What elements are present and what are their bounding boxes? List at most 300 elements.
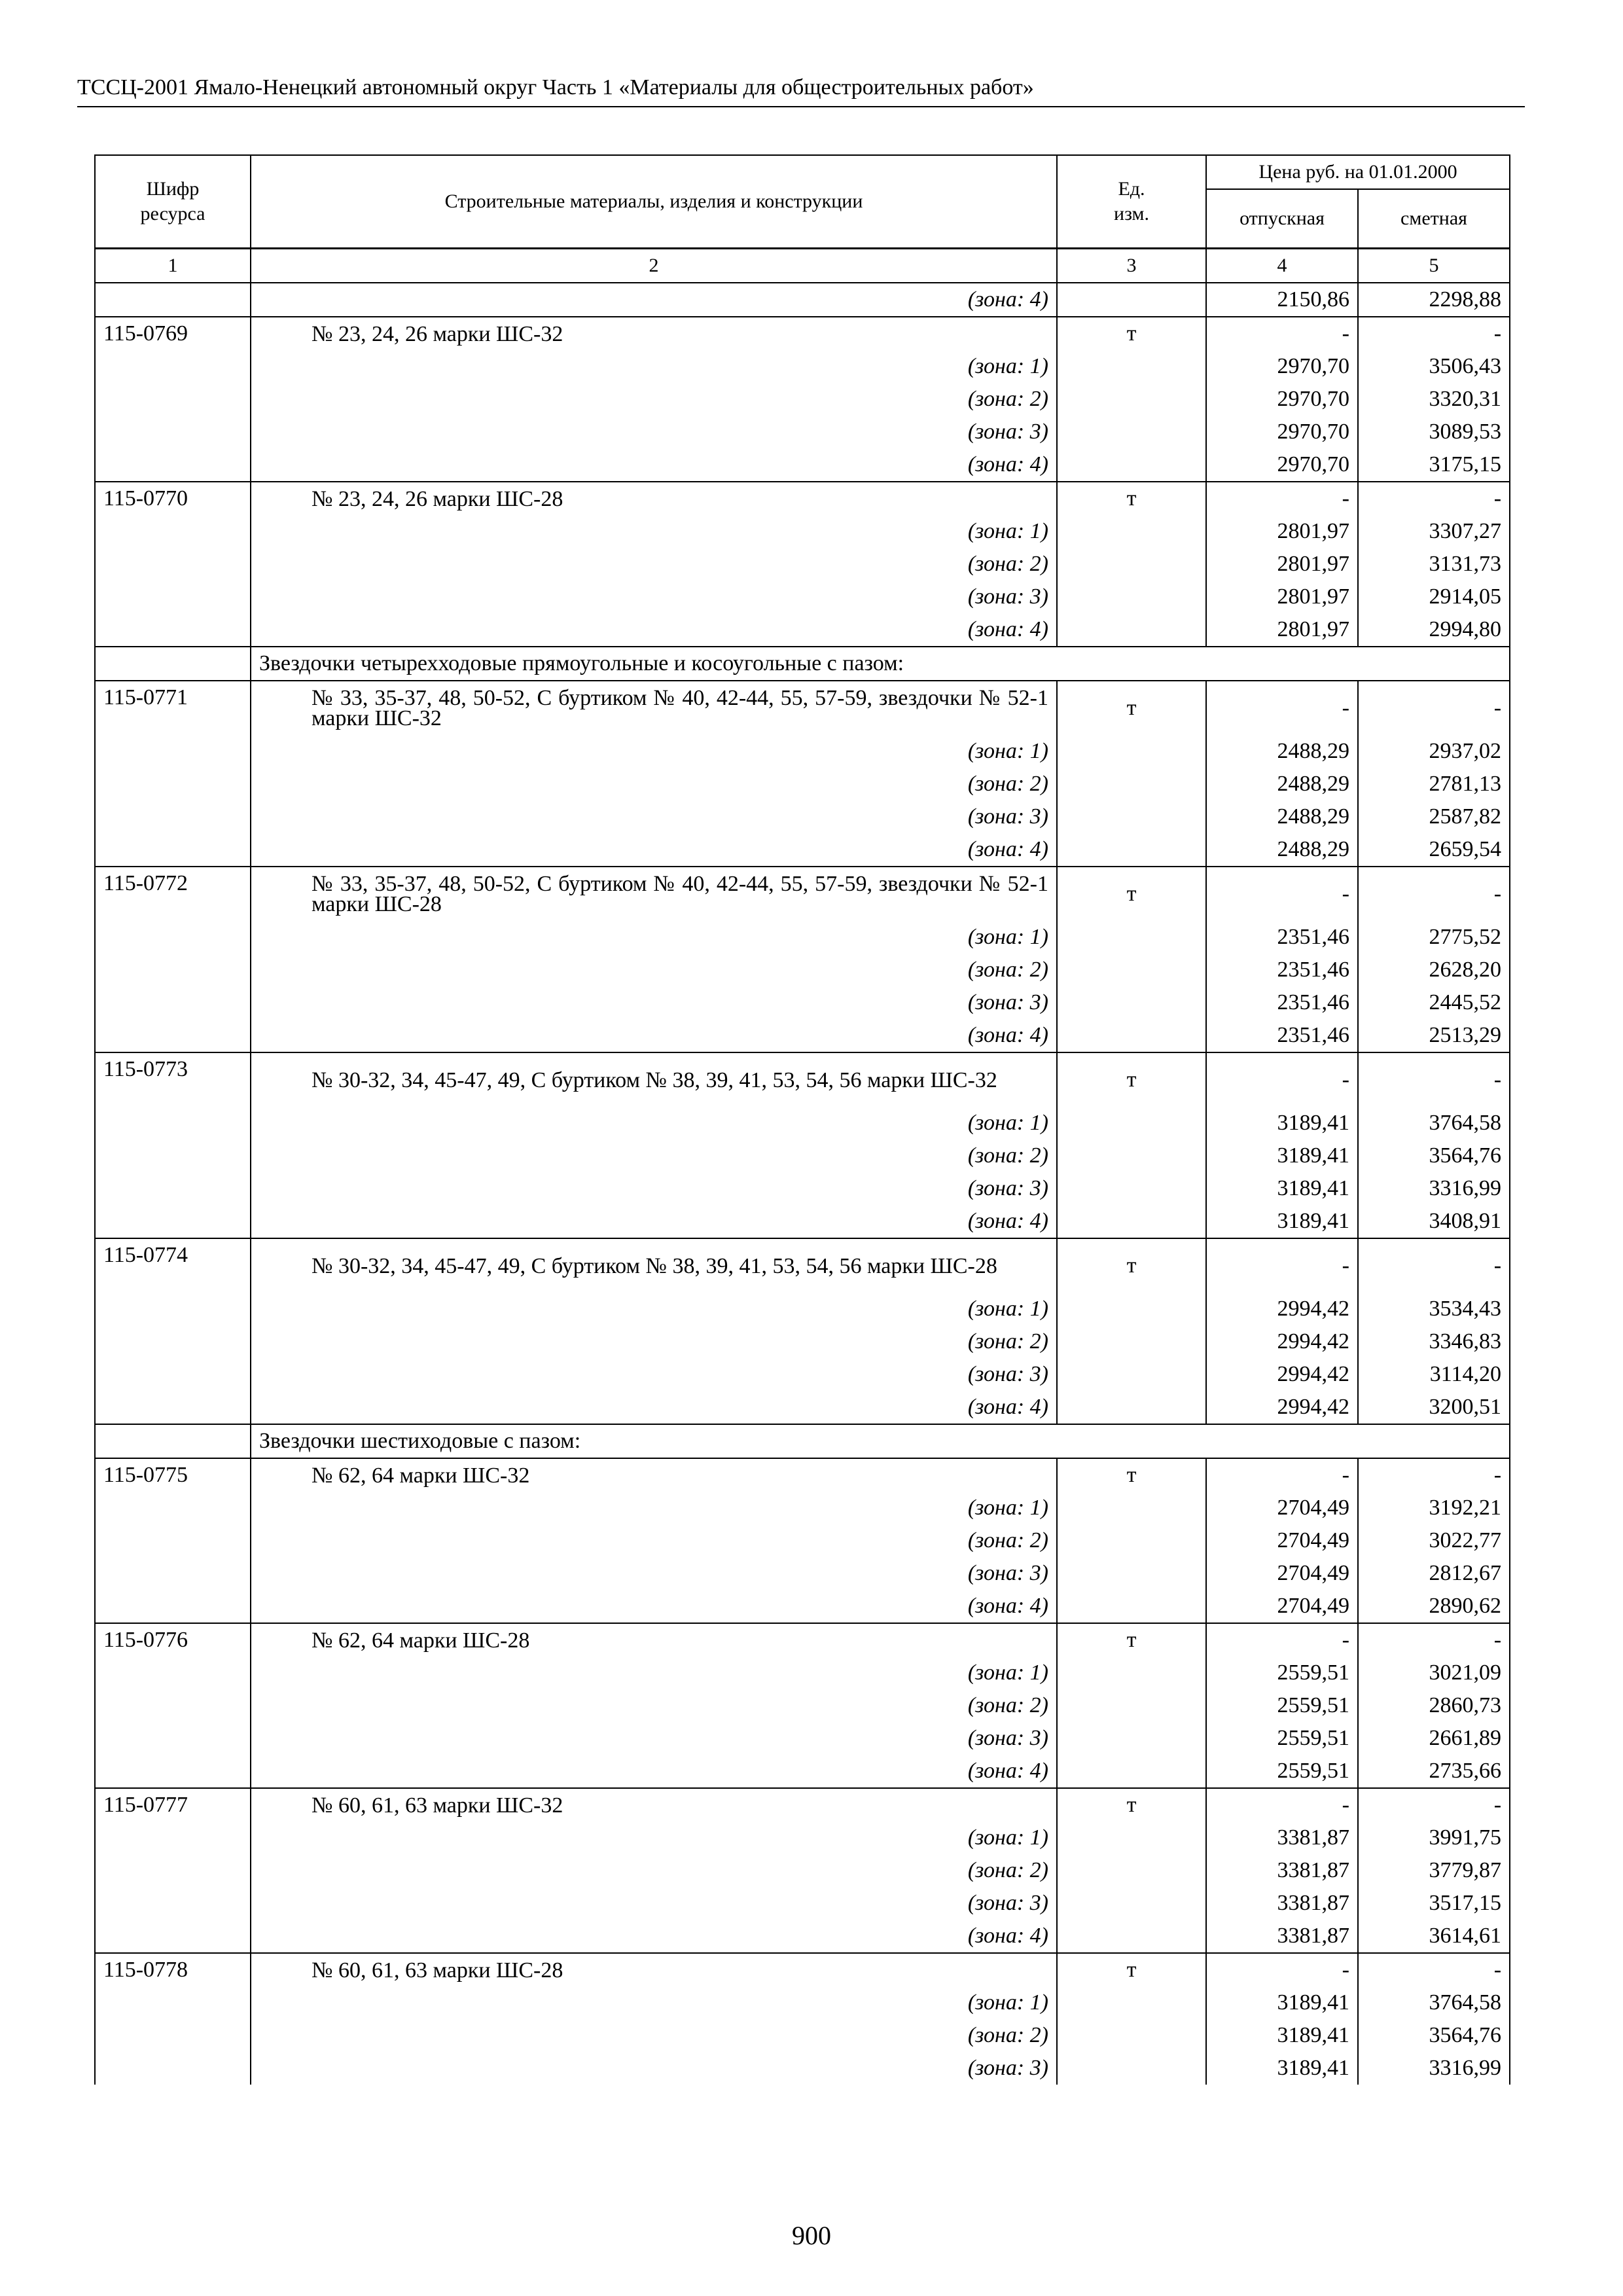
zone-label: (зона: 2) — [251, 383, 1057, 416]
release-price: 2994,42 — [1206, 1358, 1358, 1391]
table-row — [95, 986, 1510, 1019]
release-price: 3189,41 — [1206, 1172, 1358, 1205]
estimate-price: 3175,15 — [1358, 448, 1510, 482]
material-name: № 62, 64 марки ШС-32 — [312, 1463, 530, 1488]
table-row — [95, 317, 1510, 350]
estimate-price: 3564,76 — [1358, 1139, 1510, 1172]
estimate-price: - — [1358, 1788, 1510, 1821]
estimate-price: 3564,76 — [1358, 2019, 1510, 2052]
estimate-price: 3517,15 — [1358, 1887, 1510, 1920]
table-row — [95, 1325, 1510, 1358]
zone-label: (зона: 3) — [251, 1722, 1057, 1755]
table-row — [95, 1052, 1510, 1107]
estimate-price: 3131,73 — [1358, 548, 1510, 581]
release-price: 2150,86 — [1206, 283, 1358, 317]
unit — [1057, 1657, 1206, 1689]
unit — [1057, 1986, 1206, 2019]
resource-code — [95, 283, 251, 317]
unit — [1057, 1107, 1206, 1139]
estimate-price: 3614,61 — [1358, 1920, 1510, 1953]
resource-code: 115-0776 — [95, 1623, 251, 1657]
estimate-price: 3320,31 — [1358, 383, 1510, 416]
material-name: № 23, 24, 26 марки ШС-32 — [312, 321, 563, 346]
material-name: № 33, 35-37, 48, 50-52, С буртиком № 40, 42-44, 55, 57-59, звездочки № 52-1 марки ШС-28 — [312, 872, 1048, 916]
zone-label: (зона: 3) — [251, 986, 1057, 1019]
resource-code — [95, 1139, 251, 1172]
release-price: 2994,42 — [1206, 1325, 1358, 1358]
unit — [1057, 1722, 1206, 1755]
material-name: № 23, 24, 26 марки ШС-28 — [312, 486, 563, 511]
table-row — [95, 1358, 1510, 1391]
material-name-cell — [251, 1458, 1057, 1492]
resource-code — [95, 1590, 251, 1623]
estimate-price: 3022,77 — [1358, 1524, 1510, 1557]
col-number-5: 5 — [1358, 249, 1510, 283]
table-row — [95, 1887, 1510, 1920]
zone-label: (зона: 2) — [251, 1139, 1057, 1172]
release-price: 2704,49 — [1206, 1557, 1358, 1590]
table-row — [95, 768, 1510, 800]
unit — [1057, 1325, 1206, 1358]
table-row — [95, 416, 1510, 448]
unit — [1057, 1205, 1206, 1238]
price-table-wrapper — [94, 154, 1509, 2085]
unit — [1057, 1524, 1206, 1557]
zone-label: (зона: 1) — [251, 1657, 1057, 1689]
col-number-1: 1 — [95, 249, 251, 283]
release-price: 2704,49 — [1206, 1590, 1358, 1623]
release-price: 2351,46 — [1206, 921, 1358, 954]
release-price: - — [1206, 1623, 1358, 1657]
resource-code — [95, 1986, 251, 2019]
release-price: 2994,42 — [1206, 1391, 1358, 1424]
release-price: 2970,70 — [1206, 416, 1358, 448]
resource-code — [95, 613, 251, 647]
estimate-price: 3316,99 — [1358, 2052, 1510, 2085]
material-name-cell — [251, 317, 1057, 350]
unit — [1057, 283, 1206, 317]
material-name-cell — [251, 482, 1057, 515]
material-name-cell — [251, 1052, 1057, 1107]
unit: т — [1057, 1788, 1206, 1821]
release-price: - — [1206, 1052, 1358, 1107]
unit: т — [1057, 681, 1206, 735]
release-price: 3381,87 — [1206, 1920, 1358, 1953]
unit — [1057, 1172, 1206, 1205]
col-price-header: Цена руб. на 01.01.2000 — [1206, 155, 1510, 189]
table-row — [95, 1019, 1510, 1052]
table-row — [95, 2019, 1510, 2052]
release-price: 2704,49 — [1206, 1492, 1358, 1524]
release-price: 2488,29 — [1206, 800, 1358, 833]
table-row — [95, 1854, 1510, 1887]
zone-label: (зона: 4) — [251, 1920, 1057, 1953]
release-price: - — [1206, 1238, 1358, 1293]
material-name: № 30-32, 34, 45-47, 49, С буртиком № 38, 39, 41, 53, 54, 56 марки ШС-28 — [312, 1253, 997, 1278]
resource-code: 115-0777 — [95, 1788, 251, 1821]
zone-label: (зона: 4) — [251, 1755, 1057, 1788]
estimate-price: 2994,80 — [1358, 613, 1510, 647]
estimate-price: 2445,52 — [1358, 986, 1510, 1019]
zone-label: (зона: 3) — [251, 1557, 1057, 1590]
unit — [1057, 986, 1206, 1019]
material-name: № 60, 61, 63 марки ШС-32 — [312, 1793, 563, 1818]
resource-code — [95, 448, 251, 482]
zone-label: (зона: 3) — [251, 416, 1057, 448]
resource-code — [95, 2052, 251, 2085]
resource-code — [95, 921, 251, 954]
release-price: 2559,51 — [1206, 1689, 1358, 1722]
resource-code — [95, 1205, 251, 1238]
release-price: 3381,87 — [1206, 1887, 1358, 1920]
resource-code — [95, 735, 251, 768]
section-title: Звездочки шестиходовые с пазом: — [251, 1424, 1510, 1458]
resource-code — [95, 1854, 251, 1887]
estimate-price: - — [1358, 482, 1510, 515]
unit: т — [1057, 482, 1206, 515]
resource-code — [95, 350, 251, 383]
resource-code — [95, 2019, 251, 2052]
price-table — [94, 154, 1510, 2085]
resource-code — [95, 1293, 251, 1325]
page-number: 900 — [792, 2221, 831, 2250]
unit — [1057, 1557, 1206, 1590]
estimate-price: - — [1358, 1052, 1510, 1107]
zone-label: (зона: 4) — [251, 1019, 1057, 1052]
unit — [1057, 1139, 1206, 1172]
resource-code — [95, 1325, 251, 1358]
estimate-price: 2661,89 — [1358, 1722, 1510, 1755]
release-price: - — [1206, 681, 1358, 735]
table-row — [95, 1821, 1510, 1854]
release-price: 3189,41 — [1206, 1205, 1358, 1238]
zone-label: (зона: 2) — [251, 954, 1057, 986]
estimate-price: 2937,02 — [1358, 735, 1510, 768]
resource-code — [95, 986, 251, 1019]
unit — [1057, 1358, 1206, 1391]
table-row — [95, 1557, 1510, 1590]
zone-label: (зона: 4) — [251, 833, 1057, 867]
zone-label: (зона: 1) — [251, 1107, 1057, 1139]
estimate-price: 3779,87 — [1358, 1854, 1510, 1887]
zone-label: (зона: 4) — [251, 283, 1057, 317]
release-price: 2488,29 — [1206, 833, 1358, 867]
estimate-price: 3506,43 — [1358, 350, 1510, 383]
table-row — [95, 350, 1510, 383]
zone-label: (зона: 3) — [251, 1887, 1057, 1920]
unit — [1057, 768, 1206, 800]
unit — [1057, 954, 1206, 986]
unit: т — [1057, 1953, 1206, 1986]
col-name-header: Строительные материалы, изделия и конструкции — [251, 155, 1057, 249]
estimate-price: 2513,29 — [1358, 1019, 1510, 1052]
resource-code — [95, 1920, 251, 1953]
table-row — [95, 1391, 1510, 1424]
table-row — [95, 1139, 1510, 1172]
table-row — [95, 1458, 1510, 1492]
resource-code — [95, 1557, 251, 1590]
zone-label: (зона: 1) — [251, 515, 1057, 548]
release-price: 3189,41 — [1206, 1986, 1358, 2019]
release-price: - — [1206, 317, 1358, 350]
estimate-price: - — [1358, 1238, 1510, 1293]
resource-code — [95, 1391, 251, 1424]
zone-label: (зона: 4) — [251, 613, 1057, 647]
release-price: - — [1206, 1458, 1358, 1492]
estimate-price: 3764,58 — [1358, 1986, 1510, 2019]
material-name: № 33, 35-37, 48, 50-52, С буртиком № 40, 42-44, 55, 57-59, звездочки № 52-1 марки ШС-32 — [312, 686, 1048, 730]
unit — [1057, 2019, 1206, 2052]
release-price: 2801,97 — [1206, 548, 1358, 581]
zone-label: (зона: 4) — [251, 448, 1057, 482]
resource-code — [95, 1172, 251, 1205]
table-row — [95, 383, 1510, 416]
zone-label: (зона: 3) — [251, 1358, 1057, 1391]
unit — [1057, 1293, 1206, 1325]
estimate-price: 2812,67 — [1358, 1557, 1510, 1590]
unit — [1057, 921, 1206, 954]
zone-label: (зона: 2) — [251, 768, 1057, 800]
zone-label: (зона: 2) — [251, 2019, 1057, 2052]
estimate-price: - — [1358, 1953, 1510, 1986]
table-row — [95, 735, 1510, 768]
resource-code — [95, 768, 251, 800]
release-price: 3189,41 — [1206, 1107, 1358, 1139]
col-number-2: 2 — [251, 249, 1057, 283]
unit — [1057, 515, 1206, 548]
unit: т — [1057, 317, 1206, 350]
unit — [1057, 350, 1206, 383]
unit — [1057, 735, 1206, 768]
table-row — [95, 613, 1510, 647]
estimate-price: 2659,54 — [1358, 833, 1510, 867]
unit — [1057, 1854, 1206, 1887]
material-name: № 62, 64 марки ШС-28 — [312, 1628, 530, 1653]
release-price: 2970,70 — [1206, 448, 1358, 482]
zone-label: (зона: 4) — [251, 1590, 1057, 1623]
table-row — [95, 1524, 1510, 1557]
release-price: 2351,46 — [1206, 986, 1358, 1019]
zone-label: (зона: 1) — [251, 350, 1057, 383]
col-estimate-header: сметная — [1358, 189, 1510, 249]
resource-code: 115-0770 — [95, 482, 251, 515]
estimate-price: 3346,83 — [1358, 1325, 1510, 1358]
release-price: 2351,46 — [1206, 954, 1358, 986]
zone-label: (зона: 2) — [251, 1524, 1057, 1557]
unit: т — [1057, 867, 1206, 921]
release-price: 3189,41 — [1206, 1139, 1358, 1172]
table-row — [95, 833, 1510, 867]
release-price: 2704,49 — [1206, 1524, 1358, 1557]
unit — [1057, 581, 1206, 613]
table-header — [95, 155, 1510, 283]
release-price: 2801,97 — [1206, 581, 1358, 613]
zone-label: (зона: 2) — [251, 1854, 1057, 1887]
resource-code — [95, 581, 251, 613]
estimate-price: 3021,09 — [1358, 1657, 1510, 1689]
table-row — [95, 1492, 1510, 1524]
unit: т — [1057, 1623, 1206, 1657]
zone-label: (зона: 3) — [251, 800, 1057, 833]
document-header: ТССЦ-2001 Ямало-Ненецкий автономный округ Часть 1 «Материалы для общестроительных работ» — [77, 73, 1525, 107]
zone-label: (зона: 1) — [251, 921, 1057, 954]
material-name-cell — [251, 1623, 1057, 1657]
zone-label: (зона: 4) — [251, 1391, 1057, 1424]
resource-code — [95, 1424, 251, 1458]
section-title: Звездочки четырехходовые прямоугольные и косоугольные с пазом: — [251, 647, 1510, 681]
release-price: 2801,97 — [1206, 613, 1358, 647]
unit — [1057, 416, 1206, 448]
table-row — [95, 921, 1510, 954]
material-name-cell — [251, 1238, 1057, 1293]
release-price: 2559,51 — [1206, 1722, 1358, 1755]
zone-label: (зона: 1) — [251, 735, 1057, 768]
zone-label: (зона: 2) — [251, 548, 1057, 581]
estimate-price: 2628,20 — [1358, 954, 1510, 986]
estimate-price: 3534,43 — [1358, 1293, 1510, 1325]
release-price: 2559,51 — [1206, 1657, 1358, 1689]
zone-label: (зона: 1) — [251, 1986, 1057, 2019]
resource-code: 115-0773 — [95, 1052, 251, 1107]
estimate-price: - — [1358, 1623, 1510, 1657]
unit — [1057, 1821, 1206, 1854]
col-code-header: Шифр ресурса — [95, 155, 251, 249]
resource-code — [95, 1755, 251, 1788]
zone-label: (зона: 4) — [251, 1205, 1057, 1238]
table-row — [95, 954, 1510, 986]
resource-code: 115-0772 — [95, 867, 251, 921]
estimate-price: 3408,91 — [1358, 1205, 1510, 1238]
table-row — [95, 1172, 1510, 1205]
estimate-price: 3764,58 — [1358, 1107, 1510, 1139]
table-row — [95, 581, 1510, 613]
resource-code — [95, 1492, 251, 1524]
material-name-cell — [251, 1953, 1057, 1986]
release-price: - — [1206, 867, 1358, 921]
unit — [1057, 2052, 1206, 2085]
estimate-price: 3192,21 — [1358, 1492, 1510, 1524]
release-price: 2801,97 — [1206, 515, 1358, 548]
unit — [1057, 1590, 1206, 1623]
unit — [1057, 448, 1206, 482]
zone-label: (зона: 2) — [251, 1325, 1057, 1358]
table-row — [95, 867, 1510, 921]
estimate-price: 3089,53 — [1358, 416, 1510, 448]
zone-label: (зона: 3) — [251, 581, 1057, 613]
resource-code — [95, 800, 251, 833]
table-row — [95, 548, 1510, 581]
table-row — [95, 1205, 1510, 1238]
resource-code — [95, 416, 251, 448]
estimate-price: 3991,75 — [1358, 1821, 1510, 1854]
estimate-price: 2775,52 — [1358, 921, 1510, 954]
release-price: 2559,51 — [1206, 1755, 1358, 1788]
release-price: 2970,70 — [1206, 350, 1358, 383]
unit — [1057, 1887, 1206, 1920]
zone-label: (зона: 2) — [251, 1689, 1057, 1722]
estimate-price: - — [1358, 867, 1510, 921]
table-body — [95, 283, 1510, 2085]
resource-code — [95, 1887, 251, 1920]
resource-code — [95, 383, 251, 416]
table-row — [95, 1623, 1510, 1657]
resource-code — [95, 833, 251, 867]
estimate-price: 2890,62 — [1358, 1590, 1510, 1623]
col-number-4: 4 — [1206, 249, 1358, 283]
release-price: 3381,87 — [1206, 1854, 1358, 1887]
estimate-price: 2781,13 — [1358, 768, 1510, 800]
table-row — [95, 1953, 1510, 1986]
col-number-3: 3 — [1057, 249, 1206, 283]
table-row — [95, 1689, 1510, 1722]
resource-code: 115-0769 — [95, 317, 251, 350]
unit: т — [1057, 1052, 1206, 1107]
col-unit-header: Ед. изм. — [1057, 155, 1206, 249]
material-name: № 60, 61, 63 марки ШС-28 — [312, 1958, 563, 1982]
release-price: - — [1206, 482, 1358, 515]
unit — [1057, 1920, 1206, 1953]
section-row — [95, 1424, 1510, 1458]
table-row — [95, 482, 1510, 515]
resource-code — [95, 1358, 251, 1391]
table-row — [95, 448, 1510, 482]
zone-label: (зона: 3) — [251, 2052, 1057, 2085]
estimate-price: 3316,99 — [1358, 1172, 1510, 1205]
resource-code — [95, 1821, 251, 1854]
table-row — [95, 681, 1510, 735]
estimate-price: 2298,88 — [1358, 283, 1510, 317]
resource-code — [95, 1019, 251, 1052]
release-price: 2488,29 — [1206, 735, 1358, 768]
resource-code — [95, 548, 251, 581]
zone-label: (зона: 1) — [251, 1293, 1057, 1325]
table-row — [95, 1755, 1510, 1788]
table-row — [95, 1722, 1510, 1755]
unit — [1057, 1391, 1206, 1424]
table-row — [95, 1920, 1510, 1953]
unit — [1057, 1019, 1206, 1052]
release-price: - — [1206, 1788, 1358, 1821]
resource-code: 115-0774 — [95, 1238, 251, 1293]
resource-code — [95, 1722, 251, 1755]
unit — [1057, 383, 1206, 416]
col-release-header: отпускная — [1206, 189, 1358, 249]
unit — [1057, 1689, 1206, 1722]
estimate-price: 2735,66 — [1358, 1755, 1510, 1788]
table-row — [95, 1788, 1510, 1821]
release-price: - — [1206, 1953, 1358, 1986]
material-name-cell — [251, 681, 1057, 735]
zone-label: (зона: 1) — [251, 1492, 1057, 1524]
unit — [1057, 548, 1206, 581]
table-row — [95, 515, 1510, 548]
unit — [1057, 800, 1206, 833]
table-row — [95, 800, 1510, 833]
unit: т — [1057, 1238, 1206, 1293]
unit — [1057, 1755, 1206, 1788]
resource-code — [95, 954, 251, 986]
section-row — [95, 647, 1510, 681]
material-name: № 30-32, 34, 45-47, 49, С буртиком № 38, 39, 41, 53, 54, 56 марки ШС-32 — [312, 1067, 997, 1092]
table-row — [95, 1986, 1510, 2019]
estimate-price: 3114,20 — [1358, 1358, 1510, 1391]
resource-code — [95, 1107, 251, 1139]
estimate-price: 2860,73 — [1358, 1689, 1510, 1722]
resource-code — [95, 647, 251, 681]
release-price: 3381,87 — [1206, 1821, 1358, 1854]
release-price: 3189,41 — [1206, 2019, 1358, 2052]
table-row — [95, 1590, 1510, 1623]
